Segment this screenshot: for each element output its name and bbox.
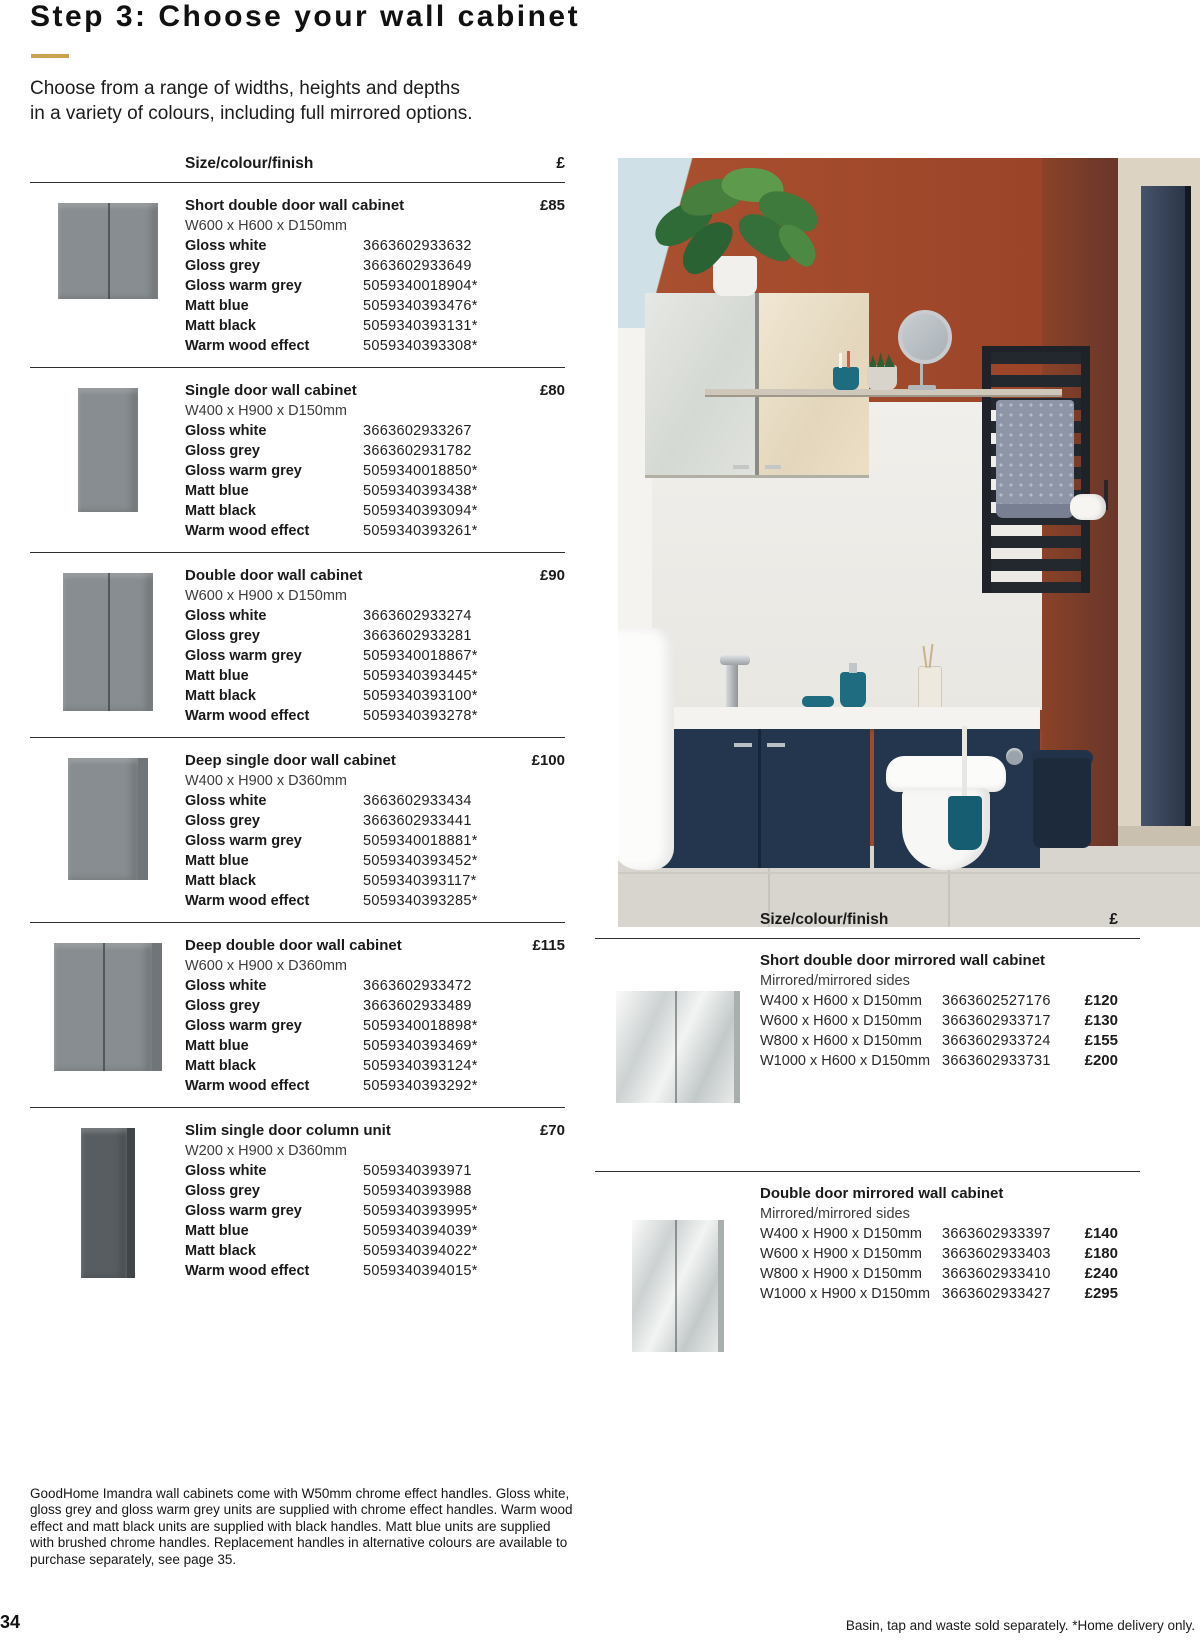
finish-name: Gloss grey: [185, 998, 260, 1014]
product-dimensions: W600 x H900 x D360mm: [185, 958, 347, 974]
round-vanity-mirror: [898, 310, 952, 364]
succulent-pot: [867, 365, 897, 390]
plant-pot: [713, 256, 757, 296]
toilet-seat: [886, 756, 1006, 792]
product-dimensions: W600 x H600 x D150mm: [185, 218, 347, 234]
finish-name: Gloss warm grey: [185, 1018, 302, 1034]
product-details: [185, 380, 565, 541]
product-price: £155: [1084, 1032, 1118, 1049]
product-code: 5059340393988: [363, 1183, 472, 1199]
finish-name: Warm wood effect: [185, 523, 310, 539]
product-code: 5059340393438*: [363, 483, 478, 499]
accent-underline: [31, 54, 69, 58]
product-code: 3663602933731: [942, 1053, 1051, 1069]
finish-name: Matt black: [185, 1058, 256, 1074]
product-details: [185, 1120, 565, 1281]
product-thumbnail: [63, 573, 153, 711]
column-header-size: Size/colour/finish: [760, 911, 889, 928]
finish-row: [185, 626, 565, 646]
product-price: £295: [1084, 1285, 1118, 1302]
finish-name: Matt black: [185, 1243, 256, 1259]
product-code: 5059340393308*: [363, 338, 478, 354]
finish-rows: [185, 606, 565, 726]
finish-row: [185, 316, 565, 336]
product-name: Short double door wall cabinet: [185, 197, 405, 214]
product-subtitle: Mirrored/mirrored sides: [760, 1206, 910, 1222]
product-code: 3663602933410: [942, 1266, 1051, 1282]
finish-name: Matt black: [185, 503, 256, 519]
toothbrush: [847, 351, 850, 368]
column-header-price: £: [1109, 911, 1118, 928]
product-code: 5059340393261*: [363, 523, 478, 539]
product-code: 3663602931782: [363, 443, 472, 459]
toothbrush: [839, 353, 842, 368]
size-spec: W800 x H900 x D150mm: [760, 1266, 922, 1282]
product-code: 5059340393117*: [363, 873, 477, 889]
finish-name: Matt blue: [185, 668, 249, 684]
product-name: Double door mirrored wall cabinet: [760, 1185, 1004, 1202]
finish-row: [185, 1076, 565, 1096]
finish-name: Gloss grey: [185, 628, 260, 644]
finish-row: [185, 421, 565, 441]
finish-name: Gloss grey: [185, 1183, 260, 1199]
product-name: Deep double door wall cabinet: [185, 937, 402, 954]
product-name: Double door wall cabinet: [185, 567, 363, 584]
basin-tap-spout: [720, 655, 750, 665]
product-code: 3663602933434: [363, 793, 472, 809]
finish-name: Gloss grey: [185, 258, 260, 274]
size-row: [760, 1244, 1140, 1264]
finish-rows: [185, 976, 565, 1096]
product-row: [30, 182, 565, 367]
table-header: [30, 155, 565, 182]
soap-dish: [802, 696, 834, 707]
product-price: £70: [539, 1122, 565, 1139]
finish-name: Gloss warm grey: [185, 648, 302, 664]
finish-name: Warm wood effect: [185, 338, 310, 354]
product-details: [185, 565, 565, 726]
product-price: £140: [1084, 1225, 1118, 1242]
product-price: £100: [531, 752, 565, 769]
handles-footnote: GoodHome Imandra wall cabinets come with W50mm chrome effect handles. Gloss white, gloss grey and gloss warm grey units are supplied with chrome effect handles. Warm wood effect and matt black units are supplied with black handles. Matt blue units are supplied with brushed chrome handles. Replacement handles in alternative colours are available to purchase separately, see page 35.: [30, 1486, 573, 1567]
product-price: £180: [1084, 1245, 1118, 1262]
size-rows: [760, 1224, 1140, 1304]
cabinet-handle: [765, 465, 781, 469]
product-code: 5059340394022*: [363, 1243, 478, 1259]
product-code: 5059340394015*: [363, 1263, 478, 1279]
product-name: Deep single door wall cabinet: [185, 752, 396, 769]
vanity-mirror-base: [908, 385, 936, 390]
product-thumbnail-cell: [30, 565, 185, 726]
finish-name: Warm wood effect: [185, 1263, 310, 1279]
soap-dispenser: [840, 672, 866, 708]
flush-button: [1006, 748, 1023, 765]
product-code: 5059340393094*: [363, 503, 478, 519]
size-spec: W1000 x H600 x D150mm: [760, 1053, 931, 1069]
finish-row: [185, 461, 565, 481]
finish-name: Warm wood effect: [185, 708, 310, 724]
product-list: [595, 938, 1140, 1362]
product-code: 5059340018898*: [363, 1018, 478, 1034]
product-code: 3663602933397: [942, 1226, 1051, 1242]
product-code: 3663602933472: [363, 978, 472, 994]
product-code: 5059340018904*: [363, 278, 478, 294]
size-row: [760, 1011, 1140, 1031]
finish-row: [185, 501, 565, 521]
product-thumbnail: [632, 1220, 724, 1352]
finish-row: [185, 1016, 565, 1036]
product-thumbnail-cell: [30, 1120, 185, 1281]
product-code: 5059340018881*: [363, 833, 478, 849]
product-row: [30, 367, 565, 552]
finish-name: Gloss white: [185, 793, 267, 809]
finish-name: Gloss grey: [185, 813, 260, 829]
size-row: [760, 1031, 1140, 1051]
product-code: 3663602933427: [942, 1286, 1051, 1302]
finish-row: [185, 276, 565, 296]
product-row: [595, 938, 1140, 1171]
product-code: 5059340393278*: [363, 708, 478, 724]
product-code: 3663602933441: [363, 813, 472, 829]
finish-row: [185, 606, 565, 626]
product-price: £240: [1084, 1265, 1118, 1282]
product-thumbnail: [58, 203, 158, 299]
vanity-door-seam: [758, 729, 761, 868]
finish-rows: [185, 421, 565, 541]
product-code: 3663602933267: [363, 423, 472, 439]
size-rows: [760, 991, 1140, 1071]
product-code: 5059340393995*: [363, 1203, 478, 1219]
product-details: [185, 195, 565, 356]
finish-name: Warm wood effect: [185, 1078, 310, 1094]
product-thumbnail: [78, 388, 138, 512]
finish-name: Gloss white: [185, 423, 267, 439]
finish-row: [185, 1241, 565, 1261]
finish-row: [185, 891, 565, 911]
product-code: 3663602527176: [942, 993, 1051, 1009]
finish-row: [185, 481, 565, 501]
mirror-door-left: [645, 293, 755, 475]
finish-row: [185, 811, 565, 831]
finish-row: [185, 1181, 565, 1201]
finish-name: Gloss white: [185, 978, 267, 994]
product-row: [595, 1171, 1140, 1362]
product-details: [760, 950, 1140, 1171]
finish-row: [185, 706, 565, 726]
size-spec: W600 x H900 x D150mm: [760, 1246, 922, 1262]
product-name: Short double door mirrored wall cabinet: [760, 952, 1046, 969]
product-details: [185, 750, 565, 911]
product-thumbnail: [68, 758, 148, 880]
size-spec: W800 x H600 x D150mm: [760, 1033, 922, 1049]
finish-row: [185, 256, 565, 276]
product-code: 3663602933717: [942, 1013, 1051, 1029]
intro-line-2: in a variety of colours, including full mirrored options.: [30, 103, 473, 124]
vanity-worktop: [636, 707, 1040, 729]
product-subtitle: Mirrored/mirrored sides: [760, 973, 910, 989]
column-header-price: £: [556, 155, 565, 172]
product-thumbnail-cell: [30, 750, 185, 911]
finish-name: Matt blue: [185, 853, 249, 869]
finish-name: Matt blue: [185, 1038, 249, 1054]
finish-name: Matt blue: [185, 483, 249, 499]
product-code: 5059340393469*: [363, 1038, 478, 1054]
size-spec: W400 x H600 x D150mm: [760, 993, 922, 1009]
skirting-board: [1118, 826, 1200, 846]
product-code: 5059340018850*: [363, 463, 478, 479]
product-price: £85: [539, 197, 565, 214]
finish-name: Gloss warm grey: [185, 833, 302, 849]
size-spec: W1000 x H900 x D150mm: [760, 1286, 931, 1302]
finish-row: [185, 996, 565, 1016]
product-thumbnail: [81, 1128, 135, 1278]
finish-name: Gloss white: [185, 608, 267, 624]
product-dimensions: W200 x H900 x D360mm: [185, 1143, 347, 1159]
product-price: £90: [539, 567, 565, 584]
product-thumbnail-cell: [595, 950, 760, 1171]
finish-rows: [185, 791, 565, 911]
finish-name: Matt black: [185, 318, 256, 334]
glass-shelf: [705, 389, 1062, 397]
product-thumbnail-cell: [30, 380, 185, 541]
product-dimensions: W600 x H900 x D150mm: [185, 588, 347, 604]
size-row: [760, 1224, 1140, 1244]
product-code: 3663602933489: [363, 998, 472, 1014]
finish-row: [185, 831, 565, 851]
product-code: 5059340393971: [363, 1163, 472, 1179]
size-row: [760, 1264, 1140, 1284]
size-row: [760, 1284, 1140, 1304]
product-code: 5059340393285*: [363, 893, 478, 909]
product-code: 5059340393476*: [363, 298, 478, 314]
page-number: 34: [0, 1612, 21, 1632]
intro-line-1: Choose from a range of widths, heights and depths: [30, 78, 460, 99]
finish-row: [185, 441, 565, 461]
product-row: [30, 737, 565, 922]
finish-row: [185, 871, 565, 891]
product-code: 5059340393124*: [363, 1058, 478, 1074]
size-spec: W600 x H600 x D150mm: [760, 1013, 922, 1029]
finish-row: [185, 1261, 565, 1281]
finish-row: [185, 1056, 565, 1076]
product-price: £80: [539, 382, 565, 399]
cabinet-handle: [733, 465, 749, 469]
finish-rows: [185, 1161, 565, 1281]
size-row: [760, 991, 1140, 1011]
product-price: £115: [532, 937, 565, 954]
finish-name: Warm wood effect: [185, 893, 310, 909]
product-code: 3663602933274: [363, 608, 472, 624]
finish-row: [185, 236, 565, 256]
finish-name: Gloss grey: [185, 443, 260, 459]
product-row: [30, 552, 565, 737]
finish-row: [185, 851, 565, 871]
finish-row: [185, 791, 565, 811]
product-code: 3663602933649: [363, 258, 472, 274]
white-towel: [618, 628, 674, 870]
product-code: 3663602933403: [942, 1246, 1051, 1262]
tall-cabinet-panel: [1141, 186, 1191, 846]
soap-dispenser-pump: [849, 663, 857, 673]
product-thumbnail-cell: [30, 935, 185, 1096]
table-header: [595, 905, 1140, 938]
finish-row: [185, 666, 565, 686]
finish-name: Gloss warm grey: [185, 1203, 302, 1219]
floor-tile-seam: [618, 872, 1200, 874]
finish-row: [185, 296, 565, 316]
cabinet-price-table: [30, 155, 565, 1292]
finish-name: Matt black: [185, 688, 256, 704]
intro-text: [30, 76, 472, 126]
product-code: 5059340393445*: [363, 668, 478, 684]
product-details: [760, 1183, 1140, 1352]
finish-name: Gloss warm grey: [185, 463, 302, 479]
finish-name: Gloss white: [185, 238, 267, 254]
finish-name: Gloss white: [185, 1163, 267, 1179]
product-price: £130: [1084, 1012, 1118, 1029]
finish-row: [185, 686, 565, 706]
toilet-brush-handle: [962, 726, 967, 798]
product-dimensions: W400 x H900 x D150mm: [185, 403, 347, 419]
toothbrush-tumbler: [833, 367, 859, 390]
product-price: £200: [1084, 1052, 1118, 1069]
size-spec: W400 x H900 x D150mm: [760, 1226, 922, 1242]
product-thumbnail-cell: [595, 1183, 760, 1352]
toilet-brush-holder: [948, 796, 982, 850]
basin-tap: [726, 663, 738, 709]
product-code: 3663602933724: [942, 1033, 1051, 1049]
finish-rows: [185, 236, 565, 356]
product-list: [30, 182, 565, 1292]
product-code: 5059340393452*: [363, 853, 478, 869]
finish-row: [185, 976, 565, 996]
product-code: 5059340393131*: [363, 318, 478, 334]
grey-patterned-towel: [996, 400, 1074, 518]
finish-row: [185, 1201, 565, 1221]
reed-diffuser: [918, 666, 942, 710]
product-code: 5059340018867*: [363, 648, 478, 664]
product-code: 5059340394039*: [363, 1223, 478, 1239]
product-row: [30, 922, 565, 1107]
finish-row: [185, 646, 565, 666]
product-dimensions: W400 x H900 x D360mm: [185, 773, 347, 789]
pedal-bin: [1033, 758, 1091, 848]
finish-name: Gloss warm grey: [185, 278, 302, 294]
vanity-handle: [767, 743, 785, 747]
mirror-door-seam: [755, 293, 759, 475]
mirrored-cabinet-price-table: [595, 905, 1140, 1362]
footer-note: Basin, tap and waste sold separately. *Home delivery only.: [845, 1618, 1195, 1633]
finish-row: [185, 1161, 565, 1181]
finish-row: [185, 336, 565, 356]
product-code: 5059340393100*: [363, 688, 478, 704]
column-header-size: Size/colour/finish: [185, 155, 314, 172]
finish-name: Matt black: [185, 873, 256, 889]
toilet-roll: [1070, 494, 1106, 520]
vanity-handle: [734, 743, 752, 747]
bathroom-photo: [618, 158, 1200, 927]
size-row: [760, 1051, 1140, 1071]
product-code: 5059340393292*: [363, 1078, 478, 1094]
product-thumbnail: [54, 943, 162, 1071]
product-name: Slim single door column unit: [185, 1122, 391, 1139]
finish-name: Matt blue: [185, 1223, 249, 1239]
finish-row: [185, 521, 565, 541]
product-code: 3663602933632: [363, 238, 472, 254]
product-price: £120: [1084, 992, 1118, 1009]
product-details: [185, 935, 565, 1096]
product-name: Single door wall cabinet: [185, 382, 357, 399]
product-thumbnail: [616, 991, 740, 1103]
product-code: 3663602933281: [363, 628, 472, 644]
finish-row: [185, 1221, 565, 1241]
product-row: [30, 1107, 565, 1292]
page-title: Step 3: Choose your wall cabinet: [30, 0, 581, 33]
product-thumbnail-cell: [30, 195, 185, 356]
finish-row: [185, 1036, 565, 1056]
finish-name: Matt blue: [185, 298, 249, 314]
